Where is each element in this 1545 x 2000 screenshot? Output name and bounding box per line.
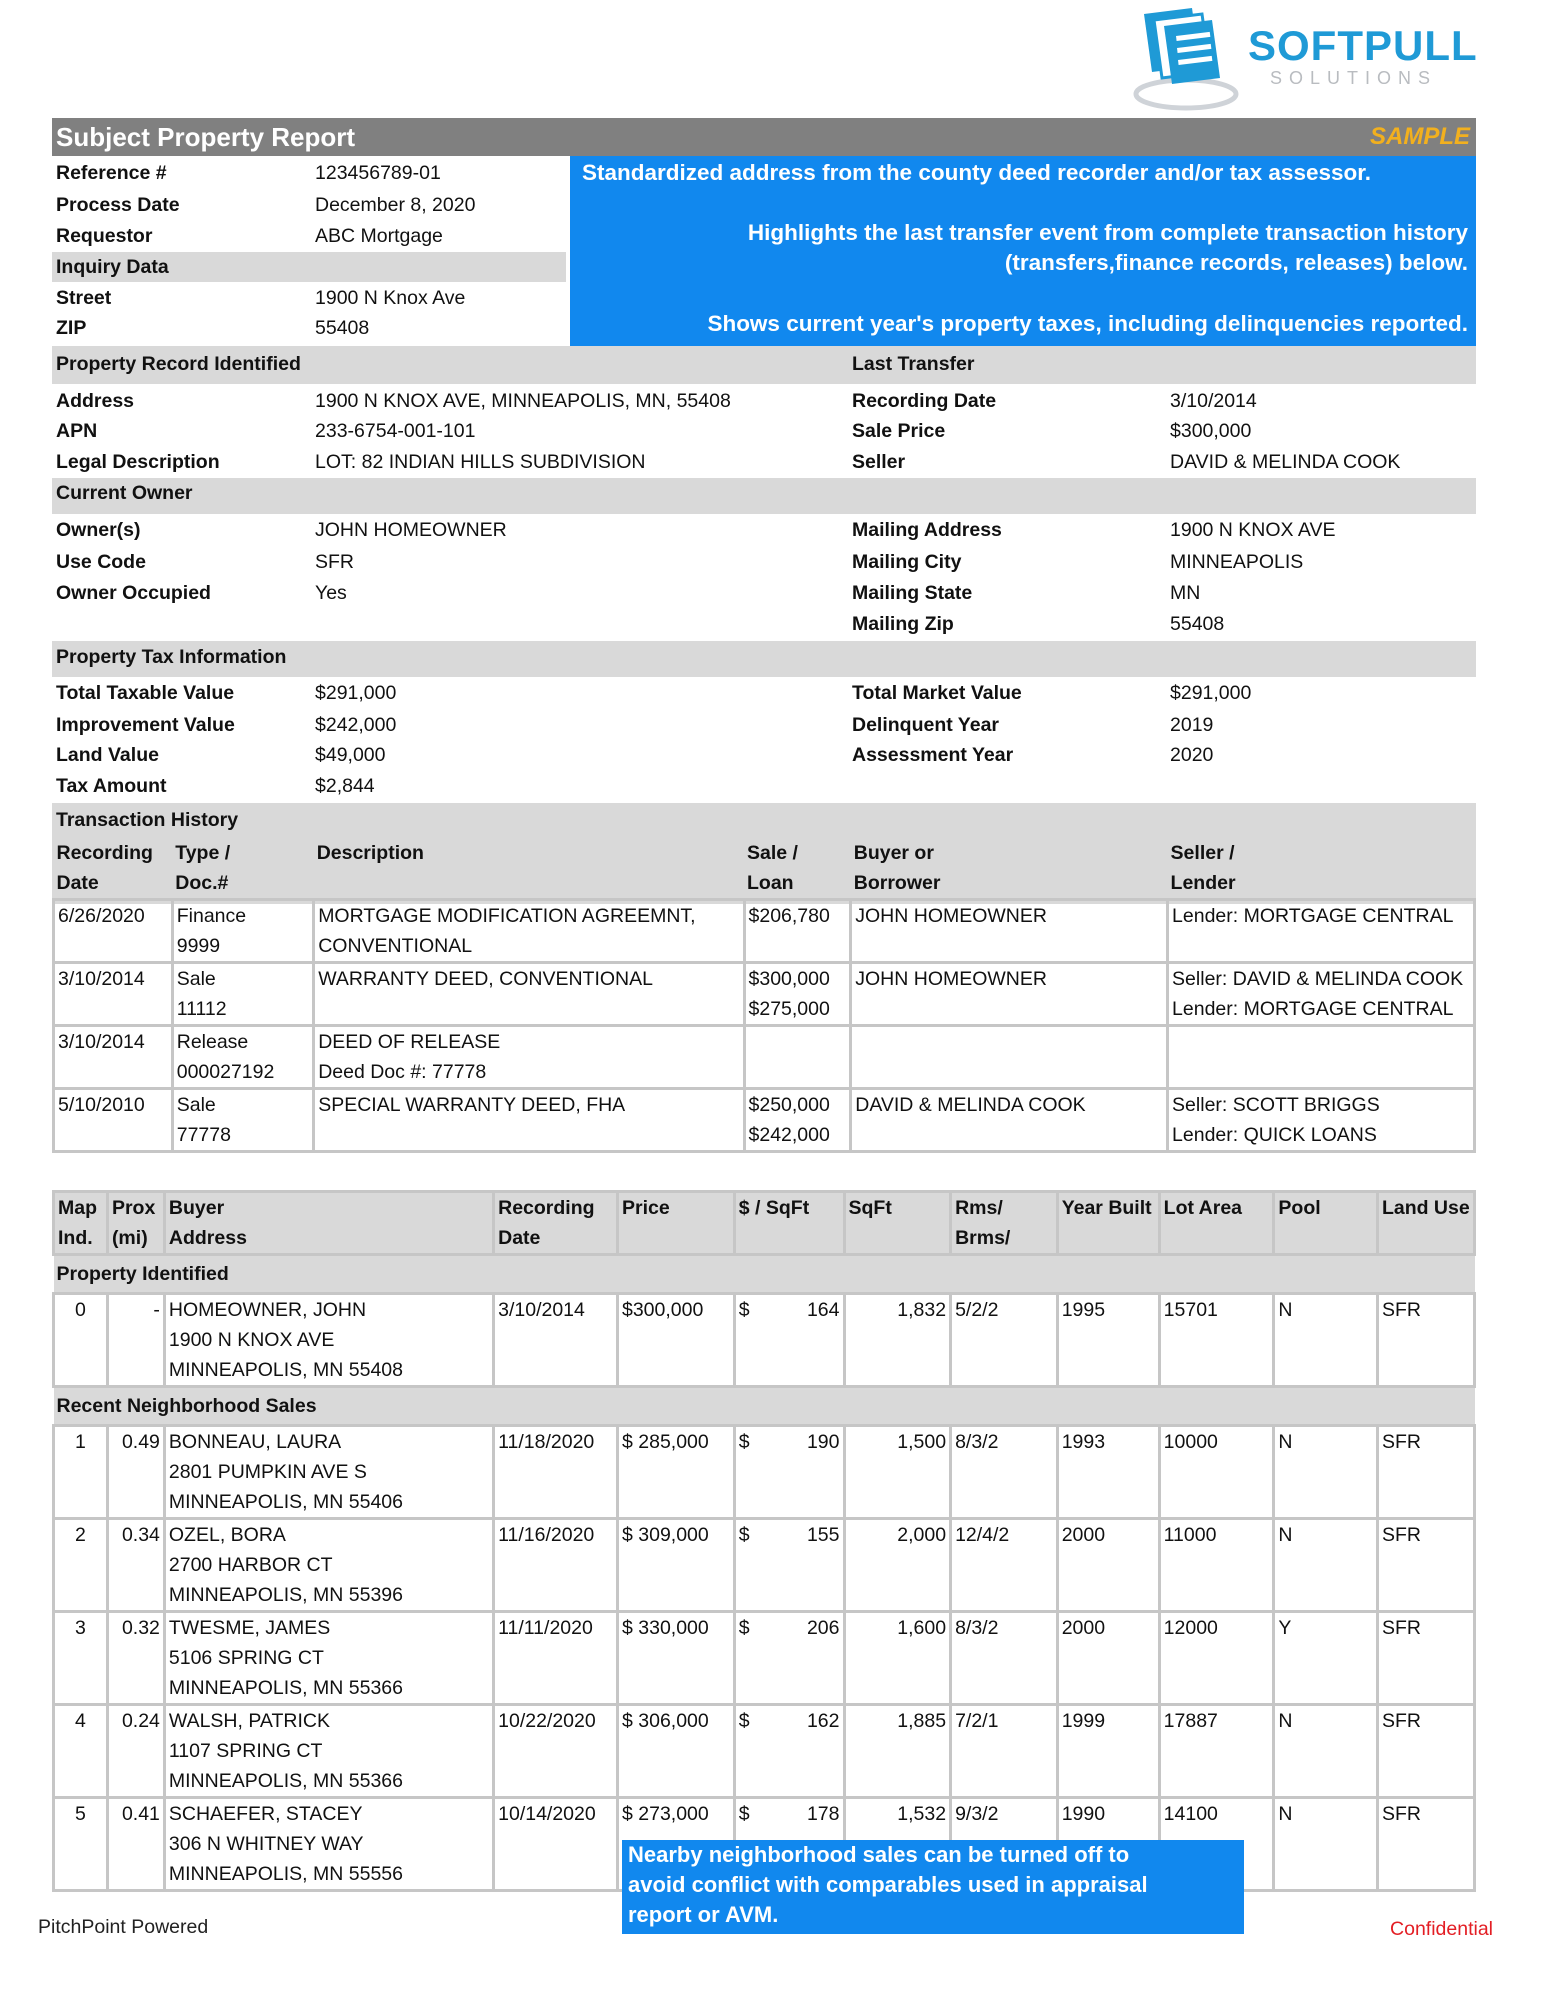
improvement-value: $242,000: [315, 714, 397, 736]
tx-doc: 77778: [176, 1124, 231, 1146]
tx-type: Sale: [176, 1094, 216, 1116]
tx-seller: Seller: SCOTT BRIGGS: [1172, 1094, 1380, 1116]
lot-area: 11000: [1159, 1519, 1274, 1612]
ppsf-symbol: $: [738, 1431, 750, 1453]
use-code-value: SFR: [315, 551, 354, 573]
th-loan: Loan: [747, 872, 794, 894]
ppsf-symbol: $: [738, 1299, 750, 1321]
price-symbol: $: [621, 1617, 633, 1639]
seller-label: Seller: [852, 451, 906, 473]
footer-powered-by: PitchPoint Powered: [38, 1916, 209, 1938]
owner-occupied-value: Yes: [315, 582, 347, 604]
street-value: 1900 N Knox Ave: [315, 287, 466, 309]
sqft: 2,000: [844, 1519, 951, 1612]
table-row: [54, 1026, 1475, 1089]
transaction-header-row: [54, 838, 1475, 900]
map-ind: 3: [54, 1612, 108, 1705]
th-lender: Lender: [1170, 872, 1236, 894]
recording-date: 11/18/2020: [494, 1426, 618, 1519]
tx-type: Sale: [176, 968, 216, 990]
total-market-label: Total Market Value: [852, 682, 1022, 704]
recording-date: 10/22/2020: [494, 1705, 618, 1798]
prox: 0.32: [107, 1612, 164, 1705]
property-record-header: Property Record Identified: [56, 353, 301, 375]
table-row: [54, 1294, 1475, 1387]
sale-price-value: $300,000: [1170, 420, 1252, 442]
table-row: [54, 1089, 1475, 1152]
callout-line-1: Standardized address from the county deed recorder and/or tax assessor.: [582, 160, 1372, 185]
tx-desc-2: Deed Doc #: 77778: [318, 1061, 487, 1083]
th-buyer: Buyer or: [853, 842, 934, 864]
lot-area: 10000: [1159, 1426, 1274, 1519]
assessment-year-value: 2020: [1170, 744, 1214, 766]
rooms: 8/3/2: [951, 1612, 1058, 1705]
last-transfer-header: Last Transfer: [852, 353, 975, 375]
th-seller: Seller /: [1170, 842, 1235, 864]
price: 330,000: [638, 1617, 709, 1639]
tx-type: Finance: [176, 905, 247, 927]
callout-line-2: Highlights the last transfer event from complete transaction history: [747, 220, 1468, 245]
price-symbol: $: [621, 1710, 633, 1732]
th-lot: Lot Area: [1159, 1192, 1274, 1255]
buyer-addr-2: MINNEAPOLIS, MN 55366: [168, 1770, 403, 1792]
total-market-value: $291,000: [1170, 682, 1252, 704]
land-use: SFR: [1377, 1705, 1474, 1798]
price-symbol: $: [621, 1803, 633, 1825]
price: $300,000: [617, 1294, 734, 1387]
lot-area: 14100: [1159, 1798, 1274, 1891]
tx-doc: 9999: [176, 935, 221, 957]
year-built: 1999: [1057, 1705, 1159, 1798]
ppsf: 178: [806, 1803, 840, 1825]
tx-seller: Lender: MORTGAGE CENTRAL: [1172, 905, 1454, 927]
th-type: Type /: [175, 842, 231, 864]
neighborhood-callout-line-2: avoid conflict with comparables used in appraisal: [628, 1872, 1148, 1897]
mailing-city-value: MINNEAPOLIS: [1170, 551, 1304, 573]
tx-date: 6/26/2020: [54, 900, 173, 963]
ppsf: 162: [806, 1710, 840, 1732]
tx-desc: MORTGAGE MODIFICATION AGREEMNT,: [318, 905, 696, 927]
price-symbol: $: [621, 1431, 633, 1453]
table-row: [54, 1705, 1475, 1798]
th-ppsf: $ / SqFt: [734, 1192, 844, 1255]
tx-buyer: [851, 1026, 1168, 1089]
pool: N: [1274, 1426, 1378, 1519]
th-mi: (mi): [111, 1227, 148, 1249]
ppsf-symbol: $: [738, 1803, 750, 1825]
tx-buyer: JOHN HOMEOWNER: [851, 900, 1168, 963]
address-label: Address: [56, 390, 135, 412]
price: 273,000: [638, 1803, 709, 1825]
th-description: Description: [316, 842, 424, 864]
current-owner-header: Current Owner: [56, 482, 193, 504]
tx-amount: $300,000: [748, 968, 830, 990]
recording-date: 11/16/2020: [494, 1519, 618, 1612]
land-value-value: $49,000: [315, 744, 386, 766]
brand-name: SOFTPULL: [1248, 22, 1478, 69]
th-borrower: Borrower: [853, 872, 941, 894]
map-ind: 0: [54, 1294, 108, 1387]
process-date-label: Process Date: [56, 194, 180, 216]
buyer-addr-2: MINNEAPOLIS, MN 55408: [168, 1359, 403, 1381]
sales-header-row: [54, 1192, 1475, 1255]
owners-value: JOHN HOMEOWNER: [315, 519, 507, 541]
recording-date: 11/11/2020: [494, 1612, 618, 1705]
th-doc: Doc.#: [175, 872, 229, 894]
tx-amount: $206,780: [748, 905, 830, 927]
mailing-address-value: 1900 N KNOX AVE: [1170, 519, 1336, 541]
th-recording: Recording: [56, 842, 153, 864]
recording-date-value: 3/10/2014: [1170, 390, 1257, 412]
buyer-addr-2: MINNEAPOLIS, MN 55406: [168, 1491, 403, 1513]
table-row: [54, 1426, 1475, 1519]
sales-table: [52, 1190, 1476, 1892]
sqft: 1,832: [844, 1294, 951, 1387]
rooms: 7/2/1: [951, 1705, 1058, 1798]
owners-label: Owner(s): [56, 519, 141, 541]
brand-tagline: SOLUTIONS: [1270, 68, 1438, 88]
map-ind: 4: [54, 1705, 108, 1798]
prox: 0.34: [107, 1519, 164, 1612]
delinquent-year-label: Delinquent Year: [852, 714, 1000, 736]
tx-desc: WARRANTY DEED, CONVENTIONAL: [318, 968, 653, 990]
buyer-name: SCHAEFER, STACEY: [168, 1803, 363, 1825]
zip-label: ZIP: [56, 317, 87, 339]
map-ind: 1: [54, 1426, 108, 1519]
land-use: SFR: [1377, 1798, 1474, 1891]
buyer-name: HOMEOWNER, JOHN: [168, 1299, 367, 1321]
inquiry-data-header: Inquiry Data: [56, 256, 169, 278]
reference-value: 123456789-01: [315, 162, 441, 184]
th-ind: Ind.: [58, 1227, 93, 1249]
th-sqft: SqFt: [844, 1192, 951, 1255]
apn-label: APN: [56, 420, 98, 442]
total-taxable-value: $291,000: [315, 682, 397, 704]
lot-area: 17887: [1159, 1705, 1274, 1798]
tx-date: 3/10/2014: [54, 963, 173, 1026]
buyer-name: OZEL, BORA: [168, 1524, 286, 1546]
footer-confidential: Confidential: [1390, 1918, 1493, 1940]
ppsf: 190: [806, 1431, 840, 1453]
tx-type: Release: [176, 1031, 249, 1053]
th-buyer: Buyer: [168, 1197, 225, 1219]
sample-badge: SAMPLE: [1369, 123, 1470, 150]
pool: Y: [1274, 1612, 1378, 1705]
property-identified-header: Property Identified: [54, 1255, 1475, 1294]
tx-desc-2: CONVENTIONAL: [318, 935, 473, 957]
sqft: 1,600: [844, 1612, 951, 1705]
tax-header: Property Tax Information: [56, 646, 287, 668]
neighborhood-callout-line-3: report or AVM.: [628, 1902, 779, 1927]
mailing-address-label: Mailing Address: [852, 519, 1002, 541]
buyer-addr-1: 2801 PUMPKIN AVE S: [168, 1461, 367, 1483]
requestor-value: ABC Mortgage: [315, 225, 443, 247]
price-symbol: $: [621, 1524, 633, 1546]
buyer-addr-2: MINNEAPOLIS, MN 55556: [168, 1863, 403, 1885]
sqft: 1,500: [844, 1426, 951, 1519]
transaction-table: [52, 838, 1476, 1153]
year-built: 2000: [1057, 1519, 1159, 1612]
transaction-history-header: Transaction History: [56, 809, 239, 831]
buyer-addr-1: 1900 N KNOX AVE: [168, 1329, 335, 1351]
mailing-city-label: Mailing City: [852, 551, 962, 573]
callout-box: [570, 156, 1476, 346]
recording-date: 3/10/2014: [494, 1294, 618, 1387]
lot-area: 15701: [1159, 1294, 1274, 1387]
tx-seller: Seller: DAVID & MELINDA COOK: [1172, 968, 1464, 990]
neighborhood-callout-line-1: Nearby neighborhood sales can be turned off to: [628, 1842, 1130, 1867]
tx-buyer: JOHN HOMEOWNER: [851, 963, 1168, 1026]
recording-date-label: Recording Date: [852, 390, 997, 412]
th-year: Year Built: [1057, 1192, 1159, 1255]
pool: N: [1274, 1705, 1378, 1798]
tx-lender: Lender: MORTGAGE CENTRAL: [1172, 998, 1454, 1020]
ppsf: 155: [806, 1524, 840, 1546]
table-row: [54, 963, 1475, 1026]
buyer-name: TWESME, JAMES: [168, 1617, 331, 1639]
tx-amount-2: $242,000: [748, 1124, 830, 1146]
ppsf-symbol: $: [738, 1710, 750, 1732]
th-prox: Prox: [111, 1197, 156, 1219]
pool: N: [1274, 1519, 1378, 1612]
th-pool: Pool: [1274, 1192, 1378, 1255]
rooms: 12/4/2: [951, 1519, 1058, 1612]
ppsf: 164: [806, 1299, 840, 1321]
subject-section-row: [54, 1255, 1475, 1294]
total-taxable-label: Total Taxable Value: [56, 682, 235, 704]
recording-date: 10/14/2020: [494, 1798, 618, 1891]
street-label: Street: [56, 287, 112, 309]
prox: 0.49: [107, 1426, 164, 1519]
zip-value: 55408: [315, 317, 370, 339]
th-rms: Rms/: [955, 1197, 1003, 1219]
year-built: 2000: [1057, 1612, 1159, 1705]
land-value-label: Land Value: [56, 744, 159, 766]
tx-doc: 11112: [176, 998, 227, 1020]
process-date-value: December 8, 2020: [315, 194, 476, 216]
report-title: Subject Property Report: [56, 122, 356, 152]
buyer-name: WALSH, PATRICK: [168, 1710, 330, 1732]
table-row: [54, 900, 1475, 963]
buyer-name: BONNEAU, LAURA: [168, 1431, 342, 1453]
buyer-addr-2: MINNEAPOLIS, MN 55396: [168, 1584, 403, 1606]
buyer-addr-1: 2700 HARBOR CT: [168, 1554, 333, 1576]
table-row: [54, 1519, 1475, 1612]
th-map: Map: [58, 1197, 97, 1219]
price: 309,000: [638, 1524, 709, 1546]
requestor-label: Requestor: [56, 225, 153, 247]
th-address: Address: [168, 1227, 247, 1249]
owner-occupied-label: Owner Occupied: [56, 582, 211, 604]
neighborhood-callout: [622, 1840, 1244, 1934]
current-owner-header-bg: [52, 478, 1476, 514]
legal-description-value: LOT: 82 INDIAN HILLS SUBDIVISION: [315, 451, 646, 473]
ppsf-symbol: $: [738, 1524, 750, 1546]
rooms: 8/3/2: [951, 1426, 1058, 1519]
tx-doc: 000027192: [176, 1061, 275, 1083]
tx-amount-2: $275,000: [748, 998, 830, 1020]
sqft: 1,885: [844, 1705, 951, 1798]
tx-desc: SPECIAL WARRANTY DEED, FHA: [318, 1094, 626, 1116]
prox: 0.41: [107, 1798, 164, 1891]
document-stack-icon: [1130, 6, 1242, 111]
legal-description-label: Legal Description: [56, 451, 220, 473]
use-code-label: Use Code: [56, 551, 146, 573]
year-built: 1993: [1057, 1426, 1159, 1519]
mailing-zip-label: Mailing Zip: [852, 613, 954, 635]
neighborhood-section-row: [54, 1387, 1475, 1426]
tax-amount-value: $2,844: [315, 775, 375, 797]
tx-desc: DEED OF RELEASE: [318, 1031, 501, 1053]
th-price: Price: [617, 1192, 734, 1255]
th-sale: Sale /: [747, 842, 798, 864]
th-recording: Recording: [498, 1197, 595, 1219]
land-use: SFR: [1377, 1294, 1474, 1387]
recent-sales-header: Recent Neighborhood Sales: [54, 1387, 1475, 1426]
prox: 0.24: [107, 1705, 164, 1798]
delinquent-year-value: 2019: [1170, 714, 1214, 736]
mailing-state-label: Mailing State: [852, 582, 973, 604]
pool: N: [1274, 1798, 1378, 1891]
rooms: 5/2/2: [951, 1294, 1058, 1387]
callout-line-4: Shows current year's property taxes, including delinquencies reported.: [707, 311, 1468, 336]
buyer-addr-1: 5106 SPRING CT: [168, 1647, 324, 1669]
reference-label: Reference #: [56, 162, 167, 184]
mailing-zip-value: 55408: [1170, 613, 1225, 635]
prox: -: [107, 1294, 164, 1387]
land-use: SFR: [1377, 1612, 1474, 1705]
buyer-addr-2: MINNEAPOLIS, MN 55366: [168, 1677, 403, 1699]
buyer-addr-1: 1107 SPRING CT: [168, 1740, 323, 1762]
assessment-year-label: Assessment Year: [852, 744, 1014, 766]
year-built: 1995: [1057, 1294, 1159, 1387]
ppsf: 206: [806, 1617, 840, 1639]
land-use: SFR: [1377, 1519, 1474, 1612]
tax-amount-label: Tax Amount: [56, 775, 167, 797]
seller-value: DAVID & MELINDA COOK: [1170, 451, 1401, 473]
land-use: SFR: [1377, 1426, 1474, 1519]
pool: N: [1274, 1294, 1378, 1387]
year-built: 1990: [1057, 1798, 1159, 1891]
lot-area: 12000: [1159, 1612, 1274, 1705]
tx-date: 3/10/2014: [54, 1026, 173, 1089]
price: 306,000: [638, 1710, 709, 1732]
improvement-label: Improvement Value: [56, 714, 235, 736]
price: 285,000: [638, 1431, 709, 1453]
th-date: Date: [498, 1227, 541, 1249]
sale-price-label: Sale Price: [852, 420, 946, 442]
map-ind: 5: [54, 1798, 108, 1891]
buyer-addr-1: 306 N WHITNEY WAY: [168, 1833, 364, 1855]
th-land-use: Land Use: [1377, 1192, 1474, 1255]
address-value: 1900 N KNOX AVE, MINNEAPOLIS, MN, 55408: [315, 390, 731, 412]
tx-amount: $250,000: [748, 1094, 830, 1116]
apn-value: 233-6754-001-101: [315, 420, 476, 442]
tx-buyer: DAVID & MELINDA COOK: [851, 1089, 1168, 1152]
mailing-state-value: MN: [1170, 582, 1201, 604]
tx-date: 5/10/2010: [54, 1089, 173, 1152]
tx-lender: Lender: QUICK LOANS: [1172, 1124, 1377, 1146]
callout-line-3: (transfers,finance records, releases) below.: [1004, 250, 1468, 275]
th-date: Date: [56, 872, 99, 894]
table-row: [54, 1612, 1475, 1705]
rooms: 9/3/2: [951, 1798, 1058, 1891]
ppsf-symbol: $: [738, 1617, 750, 1639]
sqft: 1,532: [844, 1798, 951, 1891]
map-ind: 2: [54, 1519, 108, 1612]
th-brms: Brms/: [955, 1227, 1011, 1249]
